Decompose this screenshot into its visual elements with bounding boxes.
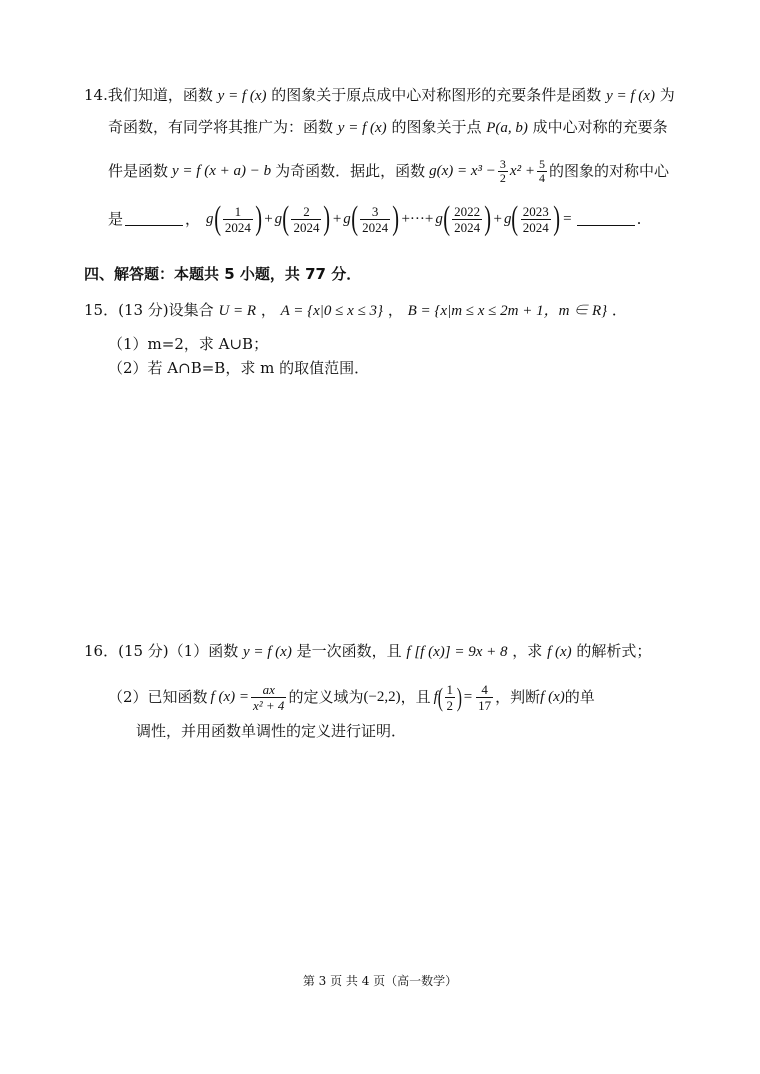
- g-term-1-fn: g: [206, 210, 214, 227]
- g-term-2022-fn: g: [435, 210, 443, 227]
- g-term-3-fn: g: [343, 210, 351, 227]
- q16-line-2: [108, 682, 595, 713]
- q15-part-2: （2）若 A∩B=B，求 m 的取值范围．: [108, 359, 370, 377]
- ellipsis: +···+: [401, 210, 434, 227]
- answer-blank-2[interactable]: [577, 224, 635, 226]
- paren-close: ): [553, 200, 560, 237]
- equals-sign: =: [563, 210, 572, 227]
- paren-close: ): [323, 200, 331, 237]
- q14-text-2c: 成中心对称的充要条: [532, 118, 668, 136]
- q16-line-3: 调性，并用函数单调性的定义进行证明．: [136, 722, 407, 740]
- q16-text-1c: ，求: [512, 642, 543, 660]
- q14-text-3a: 件是函数: [108, 162, 169, 180]
- q16-text-1d: 的解析式；: [576, 642, 652, 660]
- plus-sign: +: [264, 210, 273, 227]
- q16-text-2e: 的单: [564, 688, 595, 706]
- paren-close: ): [392, 200, 400, 237]
- g-frac-5-4-num: 5: [538, 157, 545, 171]
- q14-point: P(a, b): [486, 120, 528, 136]
- sum-expression: [206, 202, 641, 236]
- g-definition-mid: x² +: [509, 163, 535, 179]
- q15-period: ．: [611, 301, 627, 319]
- g-term-2023-fn: g: [503, 210, 512, 227]
- g-frac-5-4: [537, 158, 547, 185]
- q15-number: 15．(13 分)设集合: [84, 301, 214, 319]
- q14-text-1a: 我们知道，函数: [107, 86, 213, 104]
- sum-term-3-den: 2024: [362, 219, 389, 235]
- g-frac-3-2-num: 3: [499, 157, 506, 171]
- paren-open: (: [511, 200, 519, 237]
- sum-term-1: [223, 204, 253, 235]
- q14-text-1b: 的图象关于原点成中心对称图形的充要条件是函数: [271, 86, 602, 104]
- q14-text-3c: 的图象的对称中心: [548, 162, 669, 180]
- f-definition-num: ax: [262, 682, 275, 697]
- sum-term-2-num: 2: [303, 203, 310, 219]
- sum-term-3-num: 3: [371, 203, 379, 219]
- answer-blank-1[interactable]: [125, 224, 183, 226]
- g-term-2-fn: g: [274, 210, 283, 227]
- q16-text-2b: 的定义域为: [288, 688, 364, 706]
- q14-function-4: y = f (x + a) − b: [172, 163, 272, 179]
- equals-sign: =: [463, 689, 473, 705]
- q16-function-3: f (x): [540, 689, 565, 705]
- set-B: B = {x|m ≤ x ≤ 2m + 1，m ∈ R}: [407, 303, 608, 319]
- q16-text-2c: ，且: [400, 688, 431, 706]
- sum-term-1-num: 1: [234, 203, 242, 219]
- q14-number: 14.: [84, 86, 108, 104]
- q16-text-2a: （2）已知函数: [108, 688, 208, 706]
- page-footer: 第 3 页 共 4 页（高一数学）: [302, 974, 458, 988]
- paren-open: (: [443, 200, 450, 237]
- q15-line-1: [84, 303, 627, 319]
- q14-line-4: [108, 202, 641, 236]
- f-half-num: 1: [446, 682, 454, 697]
- g-definition-left: g(x) = x³ −: [429, 163, 496, 179]
- g-frac-3-2: [498, 158, 508, 185]
- q15-part-1: （1）m=2，求 A∪B；: [108, 335, 269, 353]
- f-half-fn: f: [433, 689, 438, 705]
- set-A: A = {x|0 ≤ x ≤ 3}: [280, 303, 384, 319]
- sum-term-3: [360, 204, 390, 235]
- f-definition-left: f (x) =: [210, 689, 249, 705]
- q16-number: 16．(15 分)（1）函数: [84, 642, 239, 660]
- sum-term-2-den: 2024: [293, 219, 320, 235]
- set-U: U = R: [218, 303, 257, 319]
- q14-line-3: [108, 158, 669, 185]
- q14-text-1c: 为: [659, 86, 675, 104]
- paren-open: (: [351, 200, 358, 237]
- paren-close: ): [456, 682, 462, 712]
- sum-term-2022-num: 2022: [454, 203, 481, 219]
- q14-text-2a: 奇函数，有同学将其推广为：函数: [108, 118, 334, 136]
- f-definition-den: x² + 4: [252, 698, 285, 713]
- q14-comma: ，: [185, 209, 201, 228]
- q14-line-1: [84, 88, 675, 104]
- paren-open: (: [282, 200, 290, 237]
- g-frac-3-2-den: 2: [499, 171, 506, 185]
- q16-text-1b: 是一次函数，且: [296, 642, 402, 660]
- composite-function: f [f (x)] = 9x + 8: [406, 644, 508, 660]
- q14-function-2: y = f (x): [606, 88, 655, 104]
- q16-function: y = f (x): [242, 644, 292, 660]
- q14-period: .: [636, 209, 642, 228]
- q14-line-2: [108, 120, 668, 136]
- q14-text-4a: 是: [108, 209, 124, 228]
- q15-comma-1: ，: [260, 301, 276, 319]
- g-frac-5-4-den: 4: [538, 171, 545, 185]
- q15-comma-2: ，: [387, 301, 403, 319]
- sum-term-2022-den: 2024: [454, 219, 481, 235]
- plus-sign: +: [493, 210, 502, 227]
- plus-sign: +: [332, 210, 342, 227]
- f-half-value: [476, 682, 493, 713]
- section-title: 四、解答题：本题共 5 小题，共 77 分．: [84, 265, 362, 283]
- sum-term-2023-num: 2023: [522, 203, 549, 219]
- paren-open: (: [437, 682, 443, 712]
- q14-function-3: y = f (x): [337, 120, 387, 136]
- q14-text-2b: 的图象关于点: [391, 118, 482, 136]
- sum-term-2022: [452, 204, 482, 235]
- f-half-value-den: 17: [478, 698, 492, 713]
- f-definition-fraction: [251, 682, 286, 713]
- paren-close: ): [255, 200, 262, 237]
- f-half-value-num: 4: [481, 682, 488, 697]
- domain-interval: (−2,2): [363, 689, 401, 705]
- paren-close: ): [484, 200, 492, 237]
- sum-term-2023: [521, 204, 551, 235]
- q14-text-3b: 为奇函数．据此，函数: [275, 162, 426, 180]
- sum-term-2: [291, 204, 321, 235]
- f-half-arg: [445, 682, 456, 713]
- q16-function-2: f (x): [547, 644, 572, 660]
- f-half-den: 2: [446, 698, 454, 713]
- q16-text-2d: ，判断: [495, 688, 541, 706]
- sum-term-2023-den: 2024: [522, 219, 549, 235]
- q16-line-1: [84, 644, 651, 660]
- sum-term-1-den: 2024: [224, 219, 251, 235]
- q14-function-1: y = f (x): [217, 88, 267, 104]
- paren-open: (: [213, 200, 221, 237]
